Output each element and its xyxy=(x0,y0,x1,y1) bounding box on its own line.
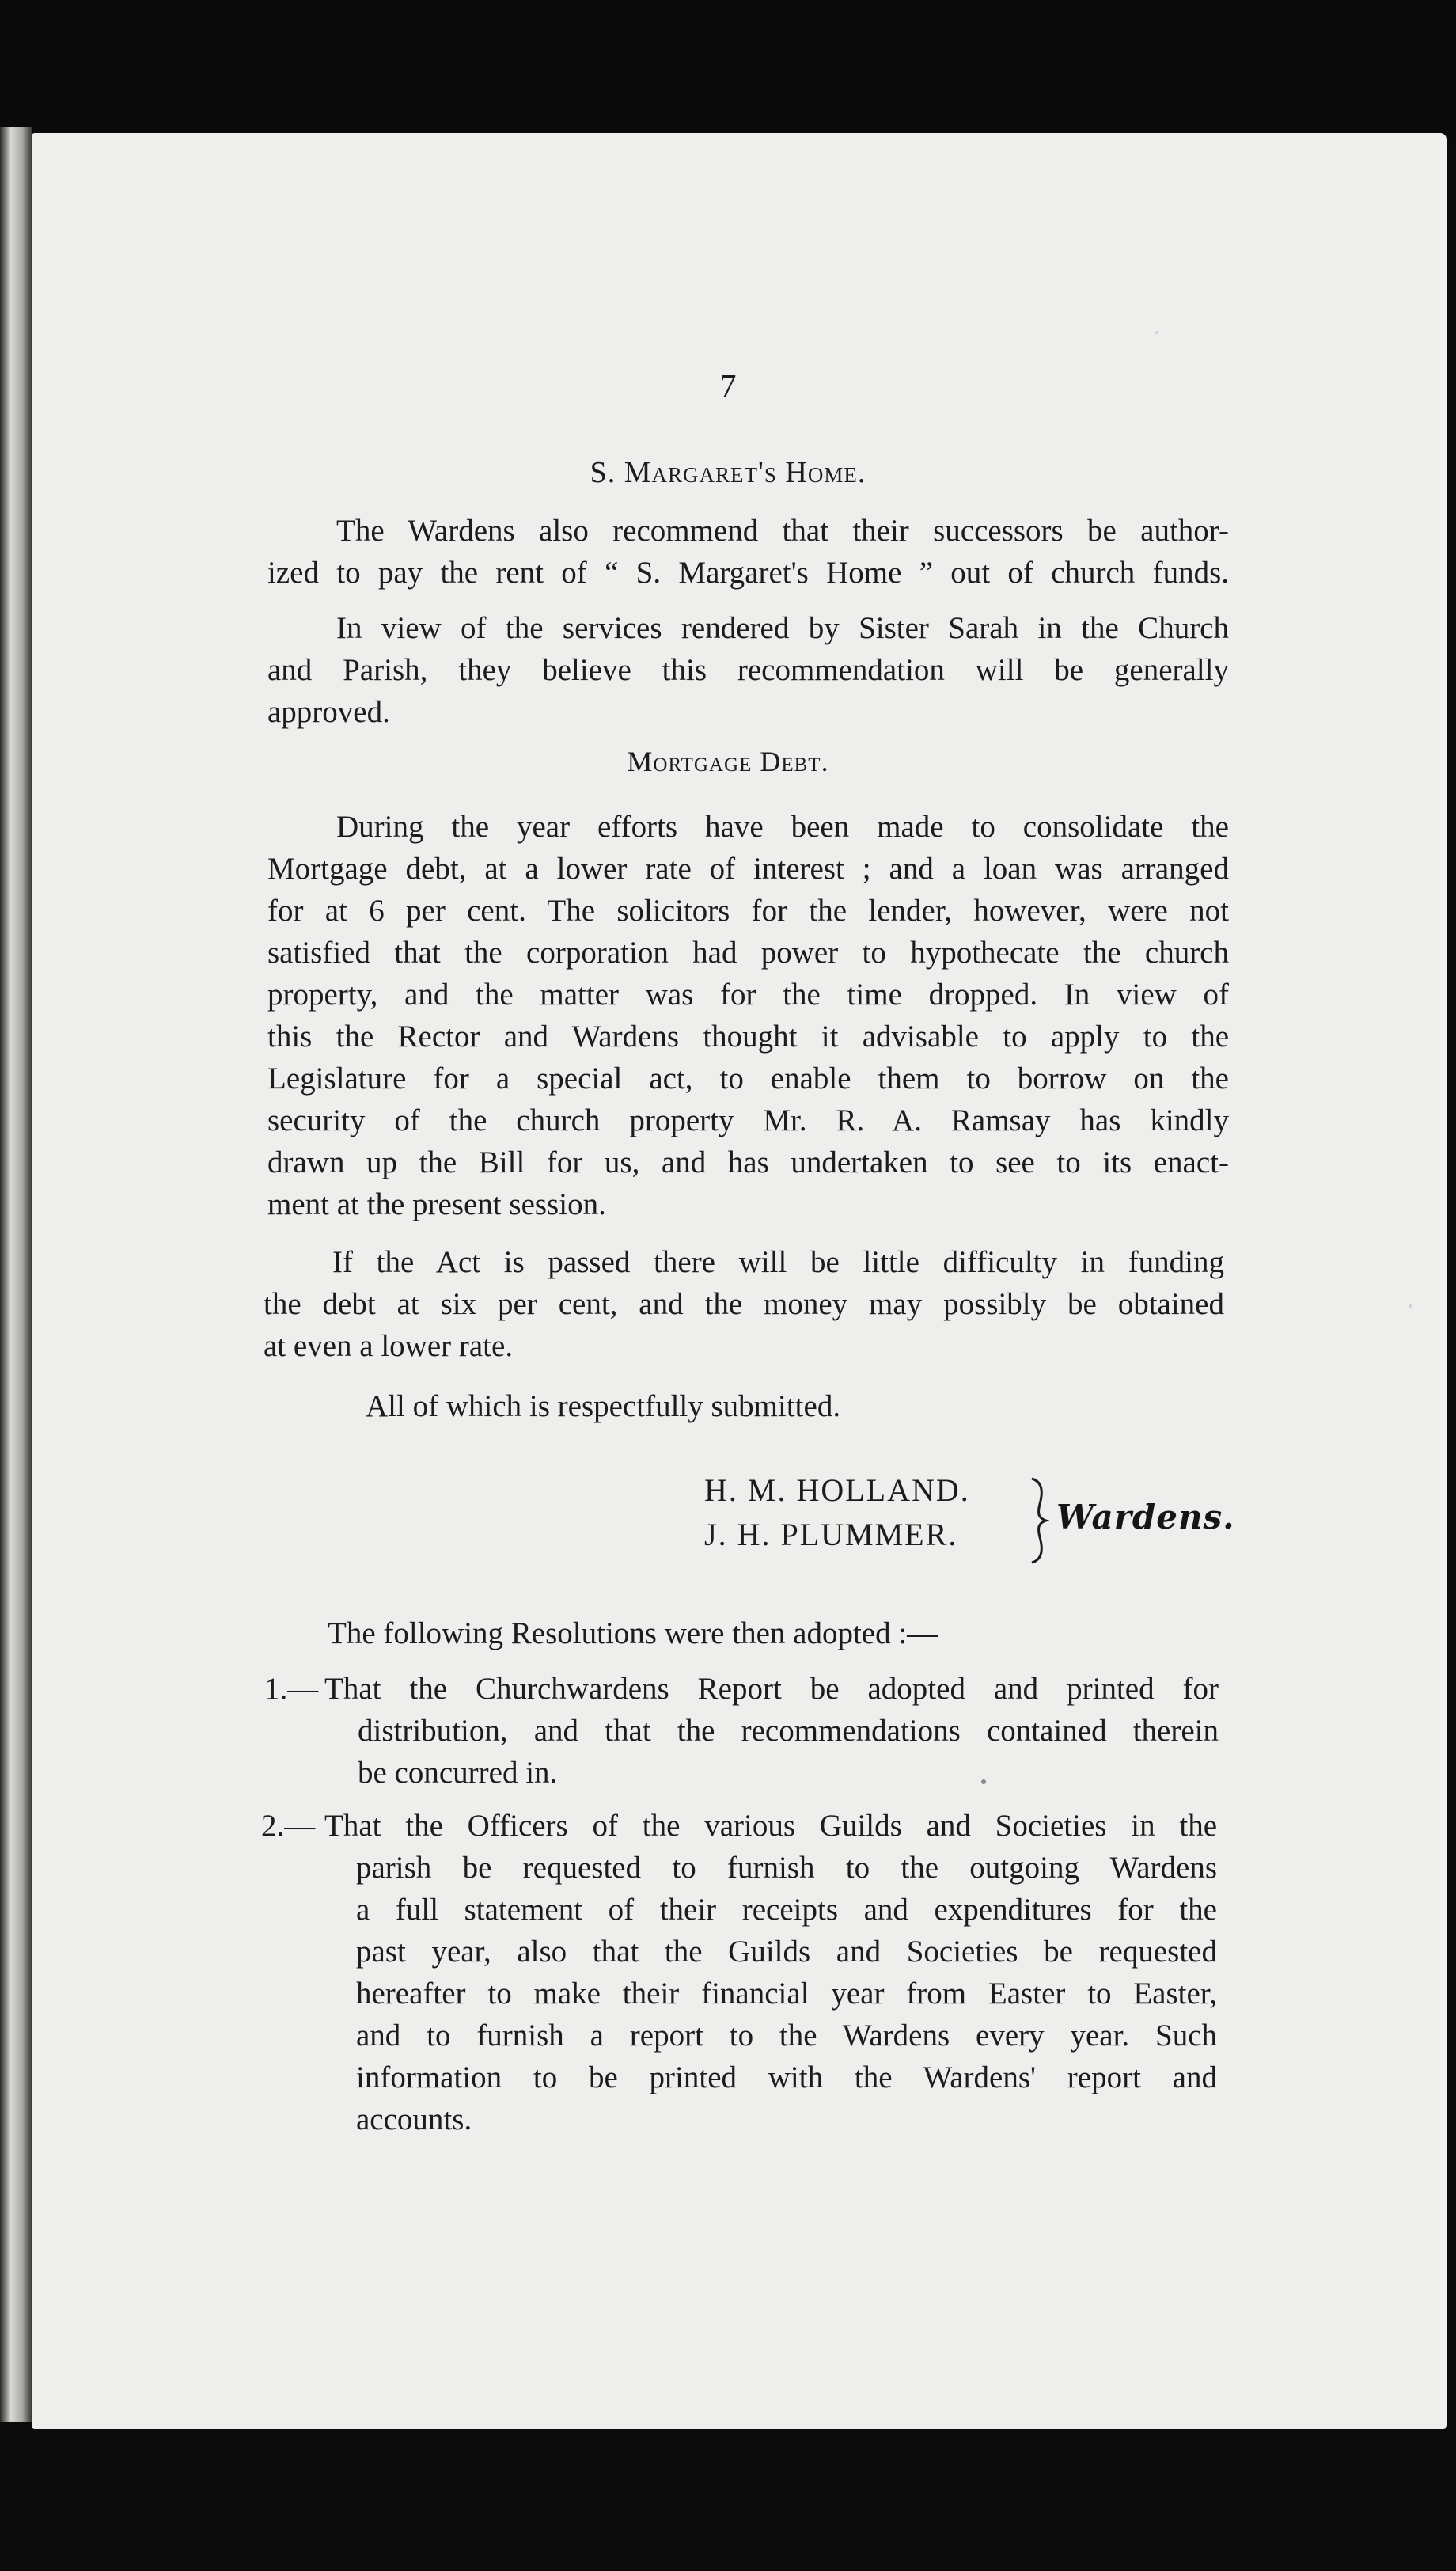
closing-statement: All of which is respectfully submitted. xyxy=(366,1389,841,1423)
paper-speck xyxy=(1155,331,1158,334)
mortgage-paragraph-1-line: Legislature for a special act, to enable them to borrow on the xyxy=(267,1061,1229,1096)
signatory-name: H. M. HOLLAND. xyxy=(704,1472,970,1508)
margaret-paragraph-2-line: and Parish, they believe this recommendation will be generally xyxy=(267,653,1229,687)
mortgage-paragraph-1-line: During the year efforts have been made to consolidate the xyxy=(336,810,1229,844)
mortgage-paragraph-2-line: at even a lower rate. xyxy=(264,1329,514,1363)
mortgage-paragraph-1-line: Mortgage debt, at a lower rate of interest ; and a loan was arranged xyxy=(267,852,1229,886)
mortgage-paragraph-2-line: the debt at six per cent, and the money may possibly be obtained xyxy=(264,1287,1224,1321)
resolution-line: be concurred in. xyxy=(358,1756,558,1790)
resolution-line: past year, also that the Guilds and Societies be requested xyxy=(356,1935,1217,1969)
mortgage-paragraph-1-line: for at 6 per cent. The solicitors for the lender, however, were not xyxy=(267,894,1229,928)
resolution-line: information to be printed with the Wardens' report and xyxy=(356,2060,1217,2094)
mortgage-paragraph-1-line: ment at the present session. xyxy=(267,1187,606,1221)
mortgage-paragraph-1-line: this the Rector and Wardens thought it advisable to apply to the xyxy=(267,1020,1229,1054)
resolution-line: and to furnish a report to the Wardens every year. Such xyxy=(356,2018,1217,2053)
resolution-number: 2.— xyxy=(261,1809,316,1843)
mortgage-paragraph-1-line: property, and the matter was for the time dropped. In view of xyxy=(267,978,1229,1012)
margaret-paragraph-2-line: approved. xyxy=(267,695,390,729)
scan-background-top xyxy=(0,0,1456,139)
signatories-block xyxy=(704,1468,970,1557)
resolution-line: hereafter to make their financial year from Easter to Easter, xyxy=(356,1977,1217,2011)
margaret-paragraph-1-line: The Wardens also recommend that their successors be author- xyxy=(336,514,1229,548)
resolution-line: a full statement of their receipts and expenditures for the xyxy=(356,1893,1217,1927)
mortgage-paragraph-1-line: security of the church property Mr. R. A. Ramsay has kindly xyxy=(267,1103,1229,1137)
resolution-line: accounts. xyxy=(356,2102,472,2136)
resolution-line: That the Churchwardens Report be adopted and printed for xyxy=(324,1672,1219,1706)
mortgage-paragraph-2-line: If the Act is passed there will be little difficulty in funding xyxy=(332,1245,1224,1279)
margaret-paragraph-2-line: In view of the services rendered by Sister Sarah in the Church xyxy=(336,611,1229,645)
mortgage-paragraph-1-line: drawn up the Bill for us, and has undertaken to see to its enact- xyxy=(267,1145,1229,1179)
resolution-line: That the Officers of the various Guilds and Societies in the xyxy=(324,1809,1217,1843)
mortgage-paragraph-1-line: satisfied that the corporation had power to hypothecate the church xyxy=(267,936,1229,970)
paper-speck xyxy=(1409,1304,1412,1308)
section-heading-margarets-home: S. Margaret's Home. xyxy=(590,456,866,489)
resolution-line: distribution, and that the recommendations contained therein xyxy=(358,1714,1219,1748)
section-heading-mortgage-debt: Mortgage Debt. xyxy=(627,746,829,777)
signatory-name: J. H. PLUMMER. xyxy=(704,1517,958,1552)
right-brace-icon xyxy=(1029,1477,1049,1564)
margaret-paragraph-1-line: ized to pay the rent of “ S. Margaret's Home ” out of church funds. xyxy=(267,556,1229,590)
paper-speck xyxy=(981,1779,986,1784)
resolution-number: 1.— xyxy=(264,1672,319,1706)
wardens-label: Wardens. xyxy=(1056,1498,1235,1536)
resolution-line: parish be requested to furnish to the outgoing Wardens xyxy=(356,1851,1217,1885)
resolutions-intro: The following Resolutions were then adopted :— xyxy=(328,1616,938,1650)
page-number: 7 xyxy=(719,369,737,405)
